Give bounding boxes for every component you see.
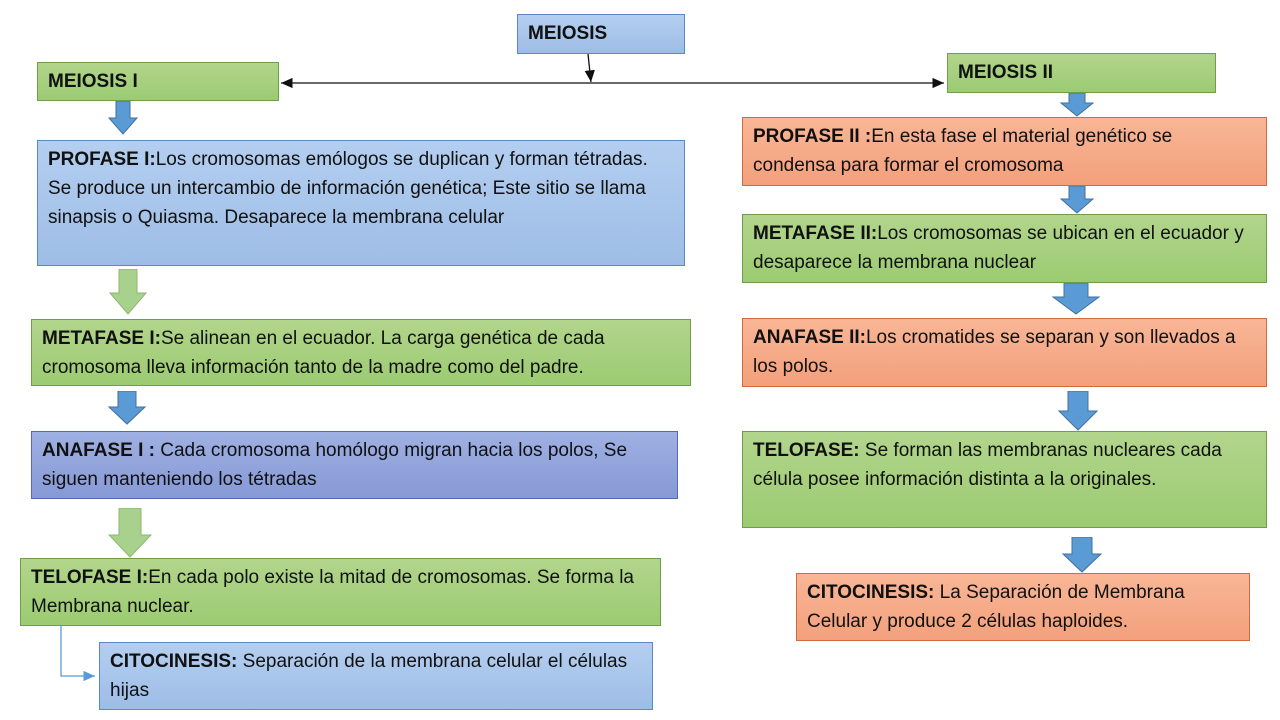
profase-2-text: En esta fase el material genético se condensa para formar el cromosoma bbox=[753, 126, 1173, 176]
anafase-1-label: ANAFASE I : bbox=[42, 440, 161, 461]
down-arrow-icon bbox=[1062, 537, 1102, 573]
telofase-2-label: TELOFASE: bbox=[753, 440, 865, 461]
metafase-2-box bbox=[742, 214, 1267, 283]
citocinesis-2-label: CITOCINESIS: bbox=[807, 582, 940, 603]
down-arrow-icon bbox=[1052, 283, 1100, 315]
down-arrow-icon bbox=[109, 269, 147, 315]
anafase-1-box bbox=[31, 431, 678, 499]
metafase-2-text: Los cromosomas se ubican en el ecuador y desaparece la membrana nuclear bbox=[753, 223, 1244, 273]
telofase-1-label: TELOFASE I: bbox=[31, 567, 149, 588]
telofase-2-text: Se forman las membranas nucleares cada célula posee información distinta a la originales. bbox=[753, 440, 1222, 490]
down-arrow-icon bbox=[1060, 93, 1094, 117]
citocinesis-2-text: La Separación de Membrana Celular y produce 2 células haploides. bbox=[807, 582, 1185, 632]
citocinesis-1-box bbox=[99, 642, 653, 710]
profase-1-label: PROFASE I: bbox=[48, 149, 156, 170]
meiosis-1-header: MEIOSIS I bbox=[48, 71, 138, 92]
meiosis-2-header-box bbox=[947, 53, 1216, 93]
citocinesis-1-label: CITOCINESIS: bbox=[110, 651, 243, 672]
title-connector bbox=[588, 54, 591, 82]
down-arrow-icon bbox=[108, 508, 152, 558]
anafase-2-box bbox=[742, 318, 1267, 387]
anafase-2-label: ANAFASE II: bbox=[753, 327, 866, 348]
down-arrow-icon bbox=[1058, 391, 1098, 431]
profase-2-box bbox=[742, 117, 1267, 186]
profase-2-label: PROFASE II : bbox=[753, 126, 872, 147]
metafase-1-box bbox=[31, 319, 691, 386]
meiosis-title: MEIOSIS bbox=[528, 23, 608, 44]
meiosis-1-header-box bbox=[37, 62, 279, 101]
down-arrow-icon bbox=[108, 391, 146, 425]
metafase-1-label: METAFASE I: bbox=[42, 328, 161, 349]
metafase-2-label: METAFASE II: bbox=[753, 223, 878, 244]
anafase-2-text: Los cromatides se separan y son llevados a los polos. bbox=[753, 327, 1236, 377]
citocinesis-1-text: Separación de la membrana celular el células hijas bbox=[110, 651, 628, 701]
meiosis-2-header: MEIOSIS II bbox=[958, 62, 1054, 83]
down-arrow-icon bbox=[1060, 186, 1094, 214]
profase-1-text: Los cromosomas emólogos se duplican y forman tétradas. Se produce un intercambio de información genética; Este sitio se llama sinapsis o Quiasma. Desaparece la membrana celular bbox=[48, 149, 648, 228]
anafase-1-text: Cada cromosoma homólogo migran hacia los polos, Se siguen manteniendo los tétradas bbox=[42, 440, 628, 490]
metafase-1-text: Se alinean en el ecuador. La carga genética de cada cromosoma lleva información tanto de la madre como del padre. bbox=[42, 328, 605, 378]
profase-1-box bbox=[37, 140, 685, 266]
telofase-2-box bbox=[742, 431, 1267, 528]
telofase-1-box bbox=[20, 558, 661, 626]
citocinesis-connector bbox=[61, 626, 95, 676]
telofase-1-text: En cada polo existe la mitad de cromosomas. Se forma la Membrana nuclear. bbox=[31, 567, 634, 617]
meiosis-title-box bbox=[517, 14, 685, 54]
down-arrow-icon bbox=[108, 101, 138, 135]
citocinesis-2-box bbox=[796, 573, 1250, 641]
